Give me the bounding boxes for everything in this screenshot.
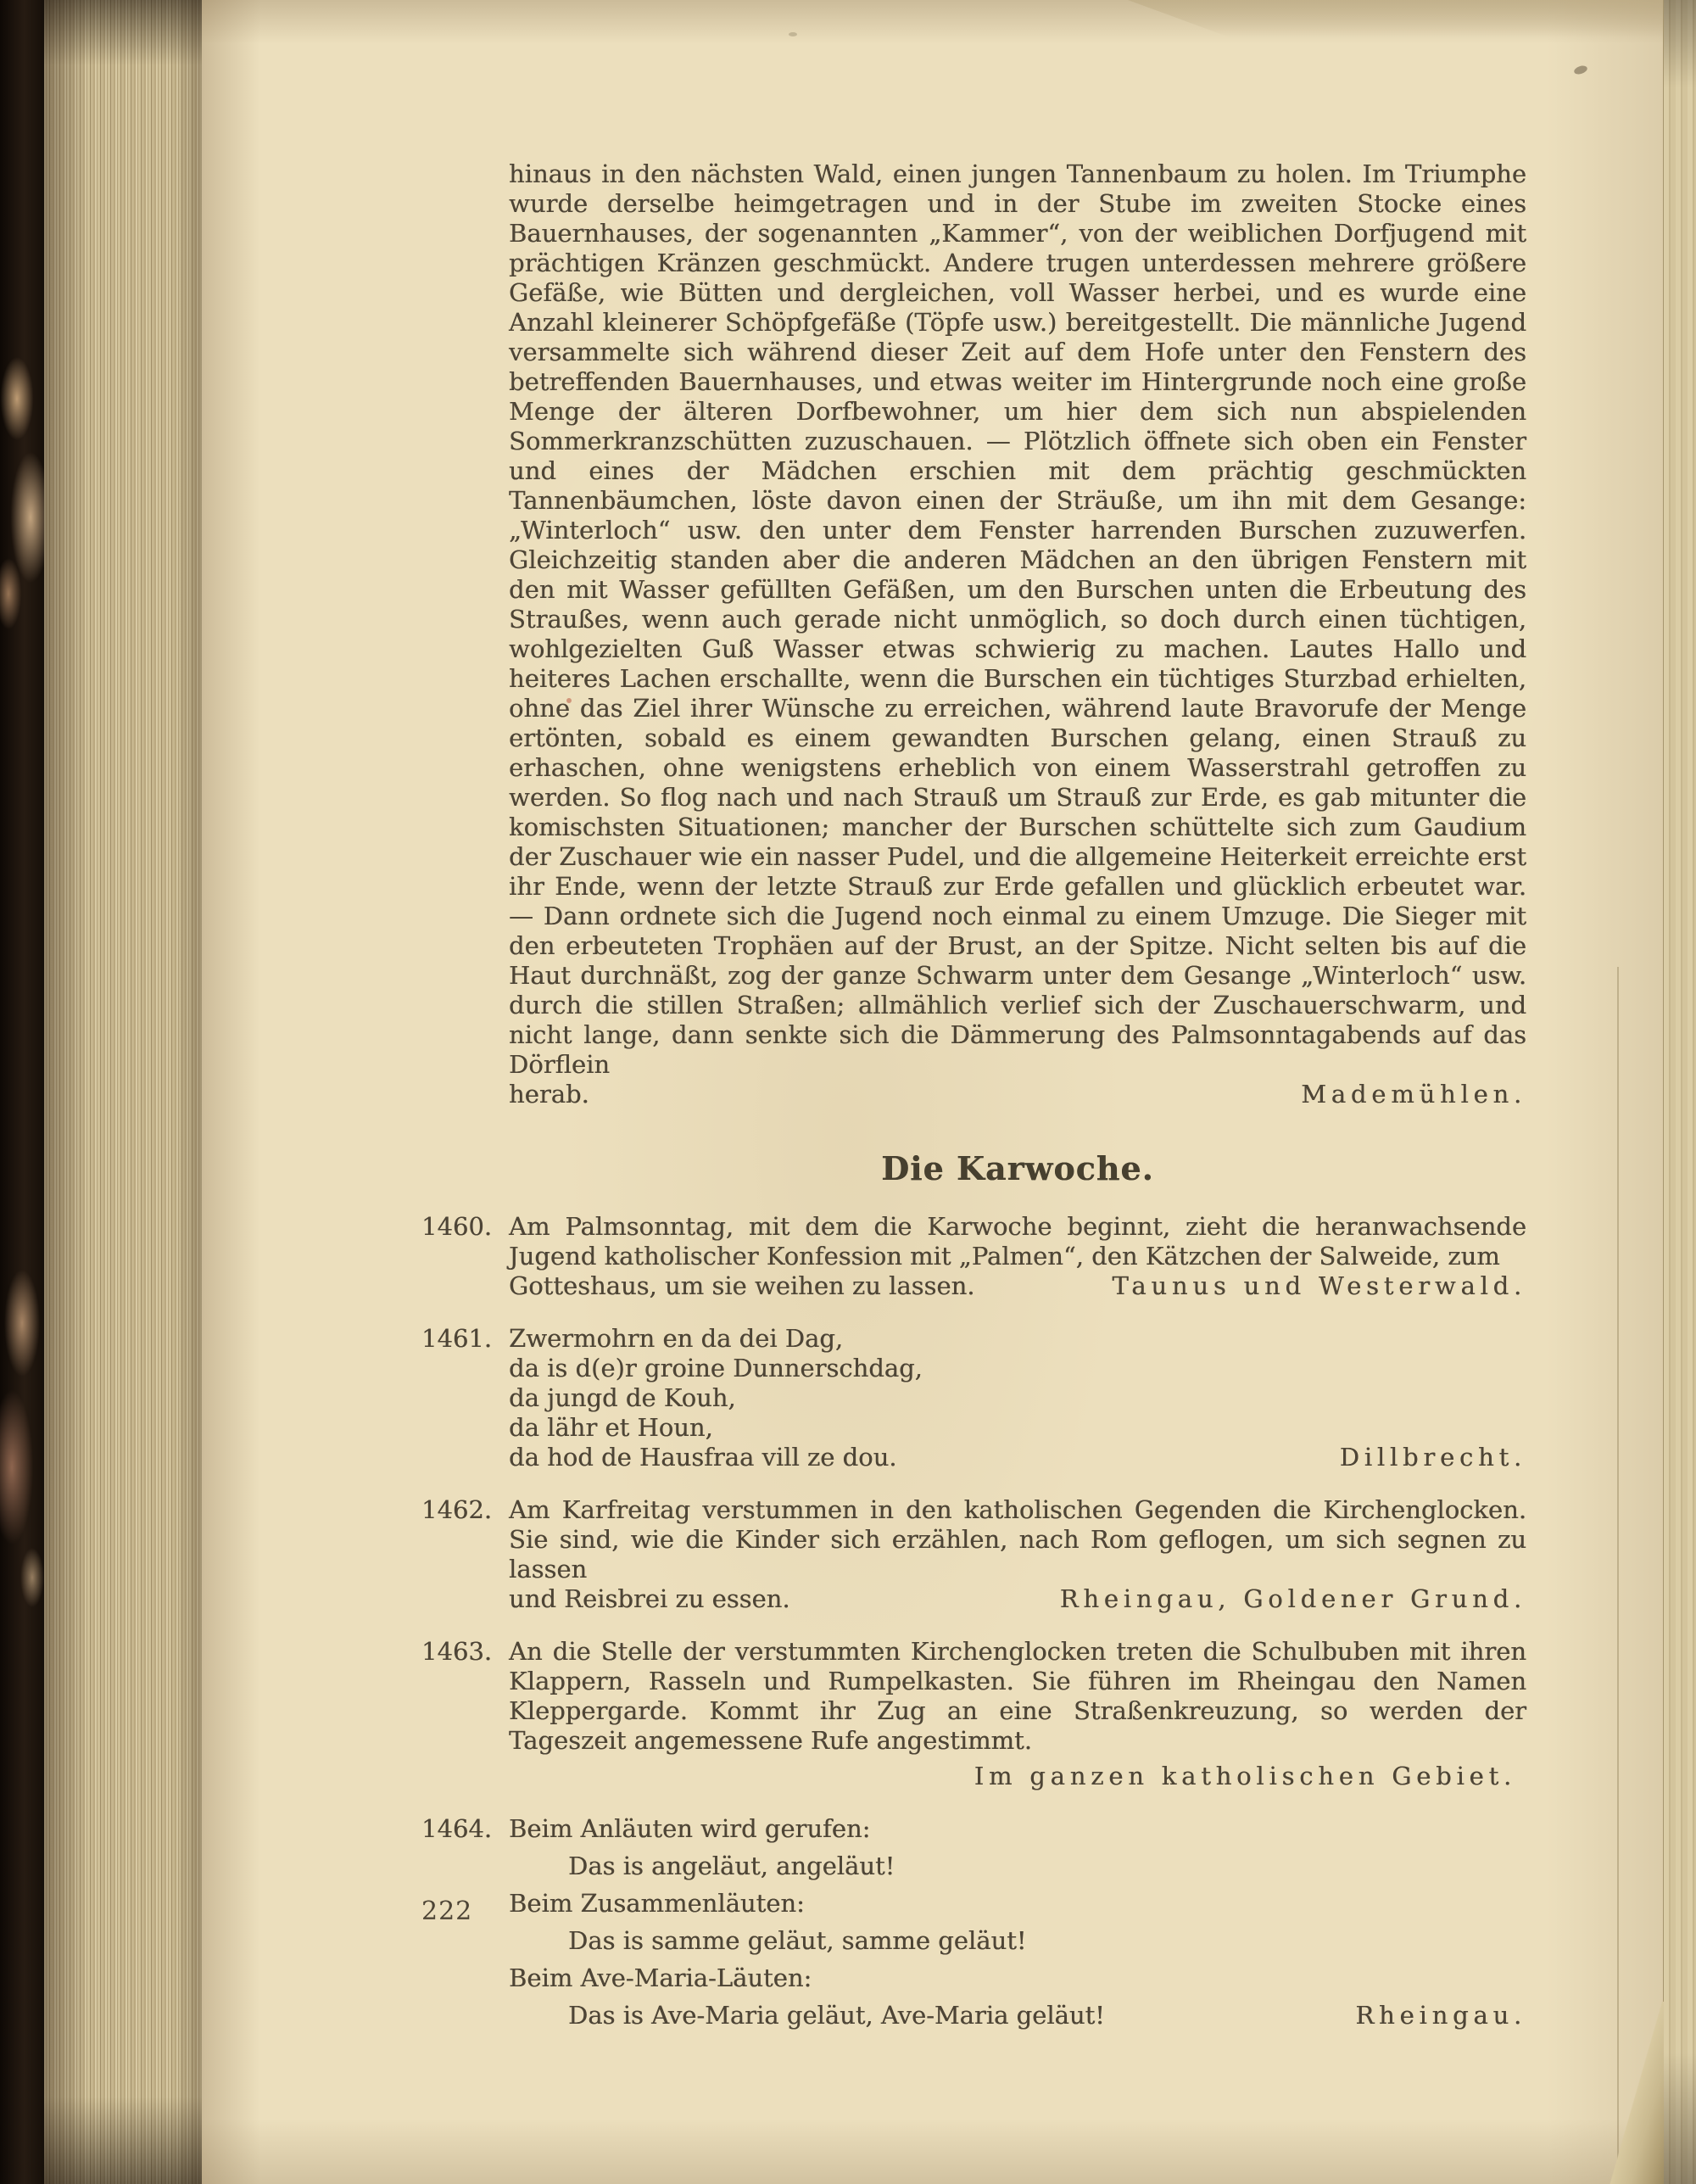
entry-number: 1461.: [421, 1324, 493, 1353]
entry-number: 1463.: [421, 1637, 493, 1666]
entry-1463: [421, 1637, 1526, 1791]
entry-number: 1460.: [421, 1212, 493, 1241]
entry-text: An die Stelle der verstummten Kirchenglocken treten die Schulbuben mit ihren Klappern, Rasseln und Rumpelkasten. Sie führen im Rheingau den Namen Kleppergarde. Kommt ihr Zug an eine Straßenkreuzung, so werden der Tageszeit angemessene Rufe angestimmt.: [509, 1637, 1526, 1755]
entry-body: [509, 1212, 1526, 1301]
entry-1461: [421, 1324, 1526, 1472]
source-attribution: Dillbrecht.: [1339, 1443, 1526, 1472]
paper-speck: [789, 32, 797, 36]
entry-last-words: Gotteshaus, um sie weihen zu lassen.: [509, 1271, 975, 1300]
source-attribution: Rheingau.: [1355, 2001, 1526, 2030]
source-attribution: Mademühlen.: [1301, 1080, 1526, 1109]
entry-body: [509, 1495, 1526, 1614]
source-attribution: Rheingau, Goldener Grund.: [1059, 1584, 1526, 1613]
bell-call-label: Beim Anläuten wird gerufen:: [509, 1814, 871, 1843]
entry-number: 1462.: [421, 1495, 493, 1524]
page-stack-edges: [44, 0, 202, 2184]
verse-line: da lähr et Houn,: [509, 1413, 713, 1442]
bell-call-label: Beim Ave-Maria-Läuten:: [509, 1963, 812, 1992]
entry-1460: [421, 1212, 1526, 1301]
bell-call-response: Das is angeläut, angeläut!: [568, 1852, 895, 1880]
continuation-paragraph: hinaus in den nächsten Wald, einen jungen Tannenbaum zu holen. Im Triumphe wurde derselbe heimgetragen und in der Stube im zweiten Stocke eines Bauernhauses, der sogenannten „Kammer“, von der weiblichen Dorfjugend mit prächtigen Kränzen geschmückt. Andere trugen unterdessen mehrere größere Gefäße, wie Bütten und dergleichen, voll Wasser herbei, und es wurde eine Anzahl kleinerer Schöpfgefäße (Töpfe usw.) bereitgestellt. Die männliche Jugend versammelte sich während dieser Zeit auf dem Hofe unter den Fenstern des betreffenden Bauernhauses, und etwas weiter im Hintergrunde noch eine große Menge der älteren Dorfbewohner, um hier dem sich nun abspielenden Sommerkranzschütten zuzuschauen. — Plötzlich öffnete sich oben ein Fenster und eines der Mädchen erschien mit dem prächtig geschmückten Tannenbäumchen, löste davon einen der Sträuße, um ihn mit dem Gesange: „Winterloch“ usw. den unter dem Fenster harrenden Burschen zuzuwerfen. Gleichzeitig standen aber die anderen Mädchen an den übrigen Fenstern mit den mit Wasser gefüllten Gefäßen, um den Burschen unten die Erbeutung des Straußes, wenn auch gerade nicht unmöglich, so doch durch einen tüchtigen, wohlgezielten Guß Wasser etwas schwierig zu machen. Lautes Hallo und heiteres Lachen erschallte, wenn die Burschen ein tüchtiges Sturzbad erhielten, ohne das Ziel ihrer Wünsche zu erreichen, während laute Bravorufe der Menge ertönten, sobald es einem gewandten Burschen gelang, einen Strauß zu erhaschen, ohne wenigstens erheblich von einem Wasserstrahl getroffen zu werden. So flog nach und nach Strauß um Strauß zur Erde, es gab mitunter die komischsten Situationen; mancher der Burschen schüttelte sich zum Gaudium der Zuschauer wie ein nasser Pudel, und die allgemeine Heiterkeit erreichte erst ihr Ende, wenn der letzte Strauß zur Erde gefallen und glücklich erbeutet war. — Dann ordnete sich die Jugend noch einmal zu einem Umzuge. Die Sieger mit den erbeuteten Trophäen auf der Brust, an der Spitze. Nicht selten bis auf die Haut durchnäßt, zog der ganze Schwarm unter dem Gesange „Winterloch“ usw. durch die stillen Straßen; allmählich verlief sich der Zuschauerschwarm, und nicht lange, dann senkte sich die Dämmerung des Palmsonntagabends auf das Dörflein: [509, 159, 1526, 1079]
section-heading: Die Karwoche.: [881, 1149, 1154, 1187]
bell-call-response: Das is Ave-Maria geläut, Ave-Maria geläut!: [568, 2001, 1105, 2030]
continuation-last-line: [509, 1080, 1526, 1109]
verse-line: da is d(e)r groine Dunnerschdag,: [509, 1354, 923, 1382]
bell-call-response: Das is samme geläut, samme geläut!: [568, 1926, 1027, 1955]
entry-body: [509, 1637, 1526, 1791]
verse-line: da jungd de Kouh,: [509, 1383, 736, 1412]
entry-last-line: [509, 1584, 1526, 1614]
verse-last-line: da hod de Hausfraa vill ze dou.: [509, 1443, 897, 1472]
text-block: [421, 159, 1526, 2030]
source-attribution: Im ganzen katholischen Gebiet.: [974, 1762, 1516, 1790]
entry-1462: [421, 1495, 1526, 1614]
entry-body: [509, 1814, 1526, 2030]
page-number: 222: [421, 1896, 473, 1926]
entry-last-line: [509, 1443, 1526, 1472]
source-attribution: Taunus und Westerwald.: [1112, 1271, 1526, 1300]
entry-1464: [421, 1814, 1526, 2030]
entry-number: 1464.: [421, 1814, 493, 1843]
entry-last-words: und Reisbrei zu essen.: [509, 1584, 790, 1613]
entry-body: [509, 1324, 1526, 1472]
page-corner-stack: [1598, 2002, 1664, 2184]
bell-call-label: Beim Zusammenläuten:: [509, 1889, 805, 1918]
underlying-page-right-edge: [1663, 0, 1696, 2184]
paragraph-last-words: herab.: [509, 1080, 589, 1109]
entry-text: Am Palmsonntag, mit dem die Karwoche beginnt, zieht die heranwachsende Jugend katholischer Konfession mit „Palmen“, den Kätzchen der Salweide, zum: [509, 1212, 1526, 1271]
entry-last-line: [509, 2001, 1526, 2030]
entry-last-line: [509, 1271, 1526, 1301]
book-cover-marbled: [0, 0, 44, 2184]
verse-line: Zwermohrn en da dei Dag,: [509, 1324, 844, 1353]
entry-text: Am Karfreitag verstummen in den katholischen Gegenden die Kirchenglocken. Sie sind, wie die Kinder sich erzählen, nach Rom geflogen, um sich segnen zu lassen: [509, 1495, 1526, 1584]
